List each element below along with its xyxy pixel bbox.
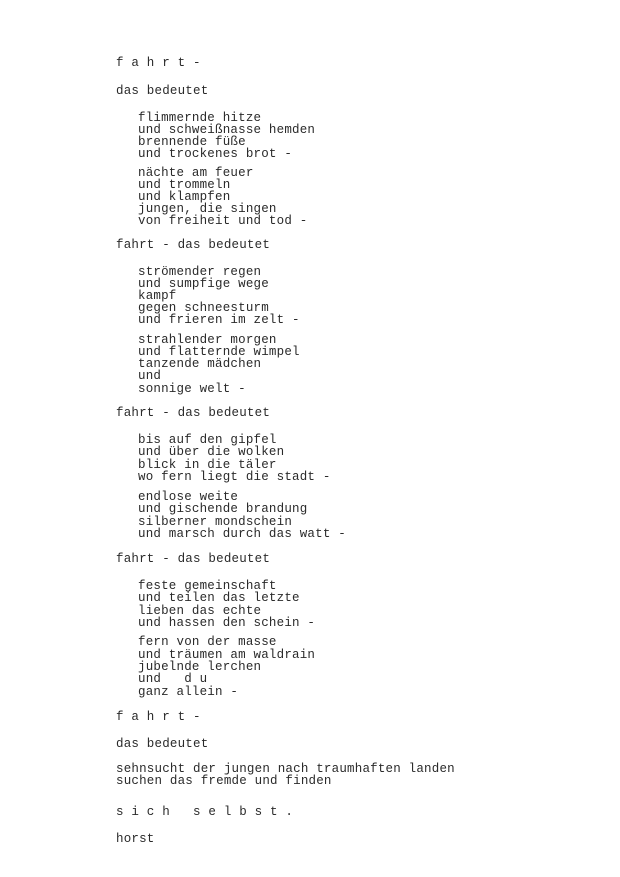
verse-line: und frieren im zelt -: [138, 313, 300, 327]
closing-line: sehnsucht der jungen nach traumhaften landen: [116, 762, 455, 776]
verse-line: und: [138, 369, 162, 383]
verse-line: und trockenes brot -: [138, 147, 293, 161]
verse-line: und sumpfige wege: [138, 277, 269, 291]
verse-line: tanzende mädchen: [138, 357, 262, 371]
verse-line: blick in die täler: [138, 458, 277, 472]
verse-line: jungen, die singen: [138, 202, 277, 216]
verse-line: und über die wolken: [138, 445, 285, 459]
verse-line: feste gemeinschaft: [138, 579, 277, 593]
verse-line: bis auf den gipfel: [138, 433, 277, 447]
verse-line: und trommeln: [138, 178, 231, 192]
das-bedeutet-line: das bedeutet: [116, 737, 209, 751]
verse-line: und klampfen: [138, 190, 231, 204]
poem-title: f a h r t -: [116, 56, 201, 70]
verse-line: und marsch durch das watt -: [138, 527, 346, 541]
verse-line: sonnige welt -: [138, 382, 246, 396]
refrain-line: fahrt - das bedeutet: [116, 406, 271, 420]
verse-line: jubelnde lerchen: [138, 660, 262, 674]
poem-title-repeat: f a h r t -: [116, 710, 201, 724]
verse-line: endlose weite: [138, 490, 239, 504]
verse-line: fern von der masse: [138, 635, 277, 649]
verse-line: brennende füße: [138, 135, 246, 149]
verse-line: gegen schneesturm: [138, 301, 269, 315]
verse-line: lieben das echte: [138, 604, 262, 618]
verse-line: und teilen das letzte: [138, 591, 300, 605]
verse-line: und hassen den schein -: [138, 616, 316, 630]
closing-line: suchen das fremde und finden: [116, 774, 332, 788]
verse-line: und träumen am waldrain: [138, 648, 316, 662]
verse-line: und d u: [138, 672, 208, 686]
verse-line: von freiheit und tod -: [138, 214, 308, 228]
verse-line: und flatternde wimpel: [138, 345, 300, 359]
refrain-line: fahrt - das bedeutet: [116, 238, 271, 252]
verse-line: und schweißnasse hemden: [138, 123, 316, 137]
author-signature: horst: [116, 832, 155, 846]
verse-line: ganz allein -: [138, 685, 239, 699]
verse-line: flimmernde hitze: [138, 111, 262, 125]
verse-line: kampf: [138, 289, 177, 303]
verse-line: und gischende brandung: [138, 502, 308, 516]
refrain-line: fahrt - das bedeutet: [116, 552, 271, 566]
final-line: s i c h s e l b s t .: [116, 805, 294, 819]
verse-line: strahlender morgen: [138, 333, 277, 347]
das-bedeutet-line: das bedeutet: [116, 84, 209, 98]
verse-line: silberner mondschein: [138, 515, 293, 529]
verse-line: nächte am feuer: [138, 166, 254, 180]
verse-line: strömender regen: [138, 265, 262, 279]
verse-line: wo fern liegt die stadt -: [138, 470, 331, 484]
